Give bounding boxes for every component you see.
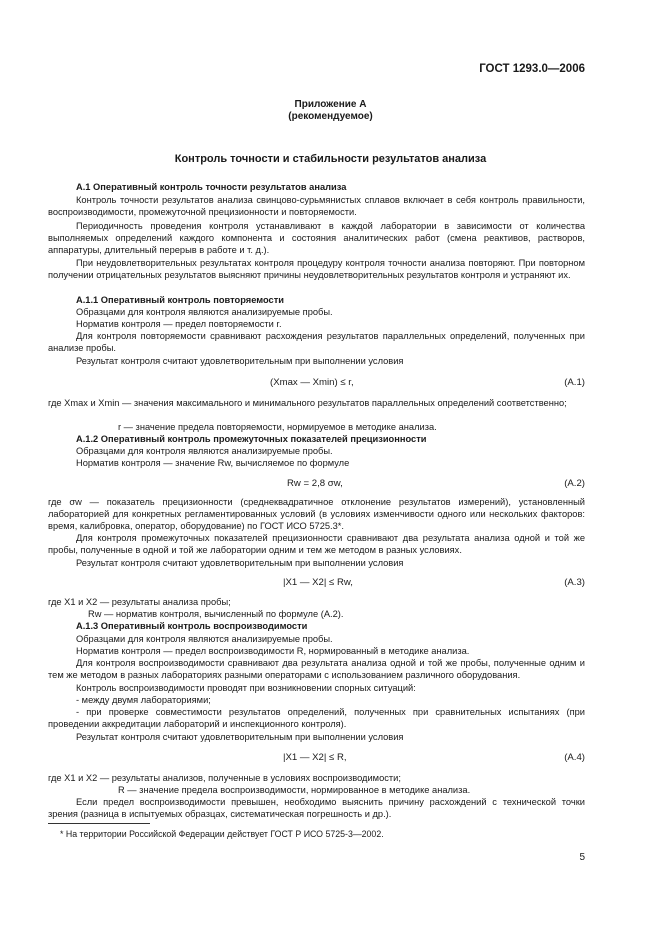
paragraph-a12-3: Для контроля промежуточных показателей прецизионности сравнивают два результата анализа одной и той же пробы, полученные в одной и той же лаборатории одним и тем же методом в разных условиях. [48,533,585,555]
a11-line-2: Норматив контроля — предел повторяемости r. [76,319,282,329]
equation-a2: Rw = 2,8 σw, [287,478,343,489]
where-a2: где σw — показатель прецизионности (среднеквадратичное отклонение результатов измерений), установленный лабораторией для конкретных регламентированных условий (в условиях изменчивости одного или нескольких факторов: время, калибровка, оператор, оборудование) по ГОСТ ИСО 5725.3*. [48,497,585,531]
paragraph-a13-3: Для контроля воспроизводимости сравнивают два результата анализа одной и той же пробы, полученные одним и тем же методом в разных лабораториях разными операторами с использованием различного оборудования. [48,658,585,680]
where-a4-2: R — значение предела воспроизводимости, нормированное в методике анализа. [118,785,471,795]
a11-line-4: Результат контроля считают удовлетворительным при выполнении условия [76,356,404,366]
page-number: 5 [579,852,585,863]
heading-a11: А.1.1 Оперативный контроль повторяемости [76,295,284,305]
a13-line-2: Норматив контроля — предел воспроизводимости R, нормированный в методике анализа. [76,646,470,656]
a11-line-1: Образцами для контроля являются анализируемые пробы. [76,307,333,317]
a13-line-1: Образцами для контроля являются анализируемые пробы. [76,634,333,644]
equation-number-a1: (А.1) [564,377,585,388]
equation-number-a3: (А.3) [564,577,585,588]
a13-line-4: Контроль воспроизводимости проводят при возникновении спорных ситуаций: [76,683,416,693]
appendix-subtitle: (рекомендуемое) [288,111,373,122]
equation-a1: (Xmax — Xmin) ≤ r, [270,377,354,388]
where-a1-1: где Xmax и Xmin — значения максимального и минимального результатов параллельных определений соответственно; [48,398,567,408]
where-a3-2: Rw — норматив контроля, вычисленный по формуле (А.2). [88,609,344,619]
paragraph-a1-2: Периодичность проведения контроля устанавливают в каждой лаборатории в зависимости от количества выполняемых определений каждого компонента и состояния аналитических работ (смена реактивов, растворов, аппаратуры, длительный перерыв в работе и т. д.). [48,221,585,255]
heading-a1: А.1 Оперативный контроль точности результатов анализа [76,182,347,192]
footnote: * На территории Российской Федерации действует ГОСТ Р ИСО 5725-3—2002. [60,829,384,839]
heading-a13: А.1.3 Оперативный контроль воспроизводимости [76,621,308,631]
equation-a3: |X1 — X2| ≤ Rw, [283,577,353,588]
paragraph-a13-8: Если предел воспроизводимости превышен, необходимо выяснить причину расхождений с технической точки зрения (разница в испытуемых образцах, систематическая погрешность и др.). [48,797,585,819]
where-a1-2: r — значение предела повторяемости, нормируемое в методике анализа. [118,422,437,432]
a12-line-1: Образцами для контроля являются анализируемые пробы. [76,446,333,456]
section-title: Контроль точности и стабильности результатов анализа [174,153,487,165]
paragraph-a1-3: При неудовлетворительных результатах контроля процедуру контроля точности анализа повторяют. При повторном получении отрицательных результатов выясняют причины неудовлетворительных результатов контроля и устраняют их. [48,258,585,280]
a13-line-5: - между двумя лабораториями; [76,695,211,705]
a13-line-7: Результат контроля считают удовлетворительным при выполнении условия [76,732,404,742]
footnote-divider [48,823,150,824]
where-a3-1: где X1 и X2 — результаты анализа пробы; [48,597,231,607]
paragraph-a11-3: Для контроля повторяемости сравнивают расхождения результатов параллельных определений, полученных при анализе пробы. [48,331,585,353]
a12-line-2: Норматив контроля — значение Rw, вычисляемое по формуле [76,458,350,468]
equation-number-a2: (А.2) [564,478,585,489]
a12-line-4: Результат контроля считают удовлетворительным при выполнении условия [76,558,404,568]
where-a4-1: где X1 и X2 — результаты анализов, полученные в условиях воспроизводимости; [48,773,401,783]
appendix-title: Приложение А [294,99,367,110]
document-id: ГОСТ 1293.0—2006 [479,63,585,75]
paragraph-a1-1: Контроль точности результатов анализа свинцово-сурьмянистых сплавов включает в себя контроль правильности, воспроизводимости, промежуточной прецизионности и повторяемости. [48,195,585,217]
equation-a4: |X1 — X2| ≤ R, [283,752,347,763]
paragraph-a13-6: - при проверке совместимости результатов определений, полученных при сравнительных испытаниях (при проведении аккредитации лабораторий и инспекционного контроля). [48,707,585,729]
equation-number-a4: (А.4) [564,752,585,763]
heading-a12: А.1.2 Оперативный контроль промежуточных показателей прецизионности [76,434,427,444]
